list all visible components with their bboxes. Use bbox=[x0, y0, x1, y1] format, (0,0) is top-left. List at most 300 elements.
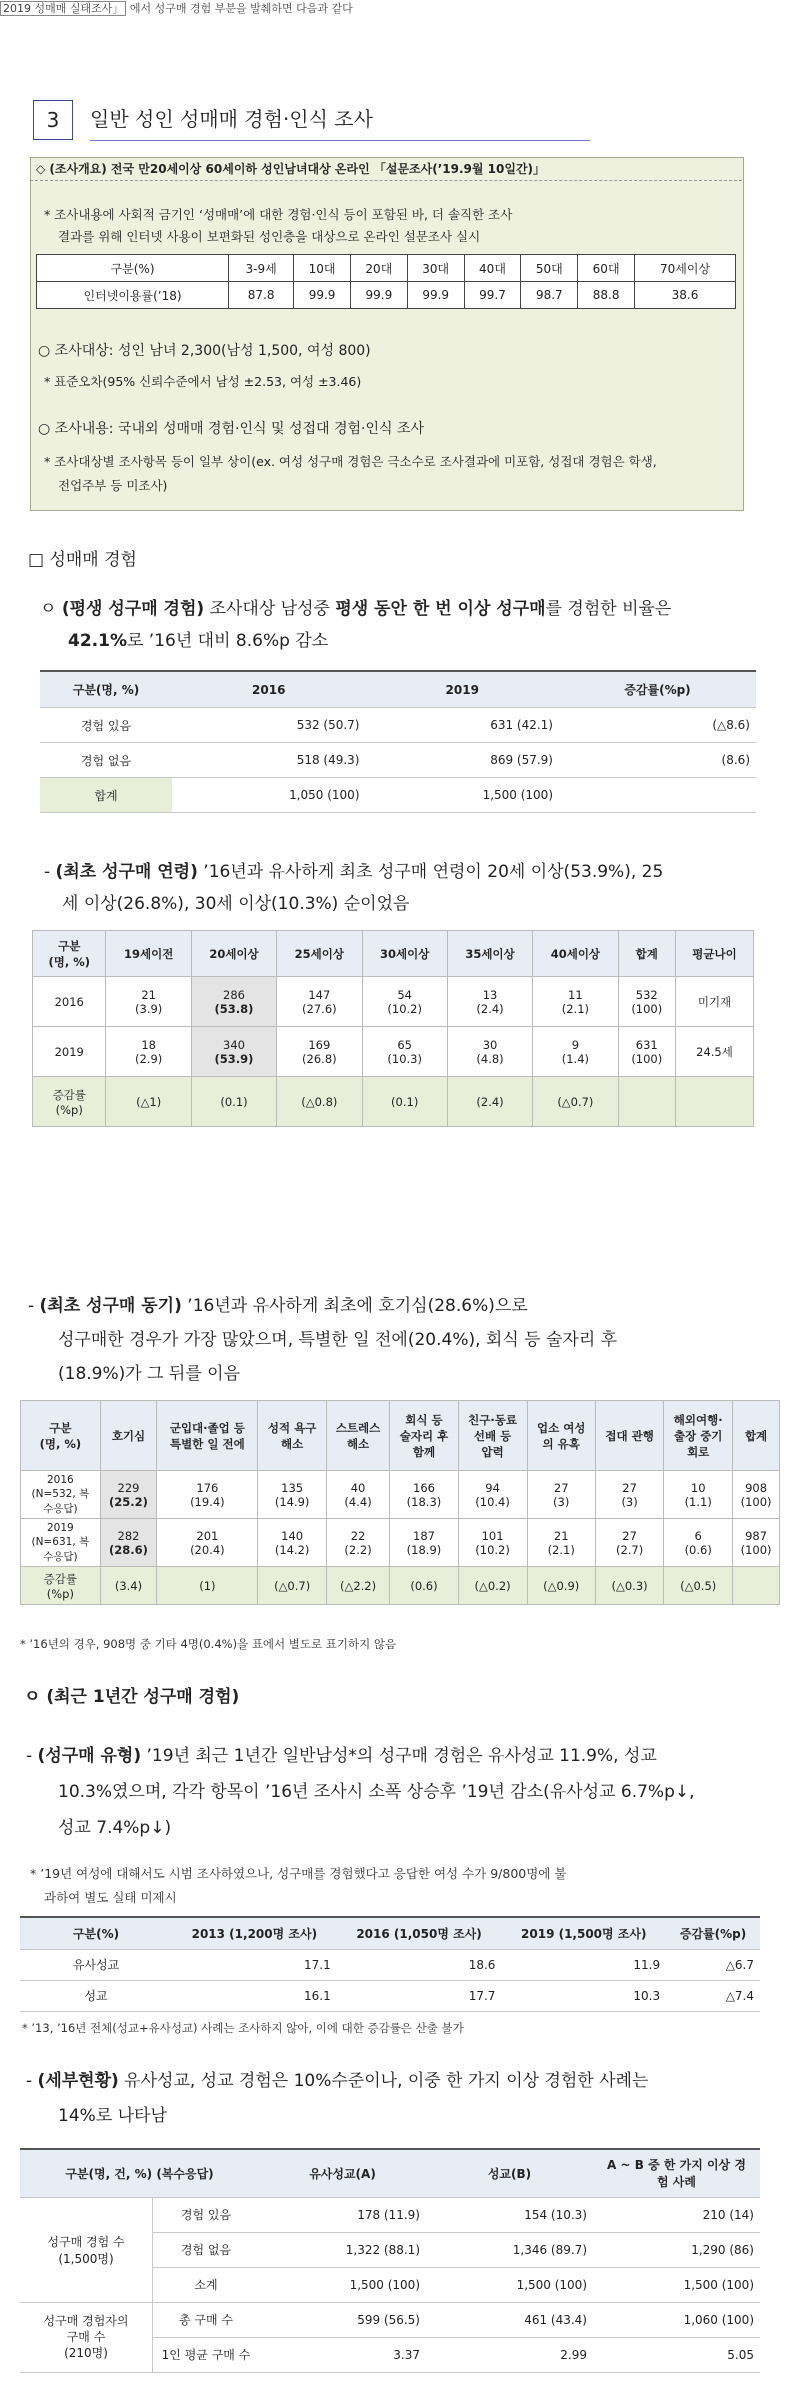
cell: 접대 관행 bbox=[595, 1401, 663, 1471]
value: (10.2) bbox=[387, 1001, 422, 1016]
cell: (△0.5) bbox=[664, 1567, 733, 1605]
cell: (△0.7) bbox=[533, 1077, 618, 1127]
text: ’16년과 유사하게 최초 성구매 연령이 20세 이상(53.9%), 25 bbox=[197, 862, 664, 882]
cell: (8.6) bbox=[559, 743, 756, 778]
bullet: ㅇ bbox=[40, 599, 62, 619]
cell: (△0.8) bbox=[277, 1077, 362, 1127]
value: (10.3) bbox=[387, 1051, 422, 1066]
value: 201 bbox=[196, 1528, 219, 1543]
value: (2.2) bbox=[344, 1542, 372, 1557]
cell: (△1) bbox=[106, 1077, 191, 1127]
table-row bbox=[20, 1980, 760, 2011]
cell: 3.37 bbox=[259, 2337, 426, 2372]
cell: 합계 bbox=[618, 931, 675, 977]
types-paragraph-2: 10.3%였으며, 각각 항목이 ’16년 조사시 소폭 상승후 ’19년 감소(유사성교 6.7%p↓, bbox=[58, 1782, 695, 1802]
cell bbox=[362, 977, 447, 1027]
table-row-2019 bbox=[21, 1519, 780, 1567]
motive-note: * ’16년의 경우, 908명 중 기타 4명(0.4%)을 표에서 별도로 표기하지 않음 bbox=[20, 1637, 397, 1651]
cell: (0.6) bbox=[390, 1567, 458, 1605]
survey-note-b: 전업주부 등 미조사) bbox=[58, 478, 168, 493]
value: (0.6) bbox=[684, 1542, 712, 1557]
cell: (△0.3) bbox=[595, 1567, 663, 1605]
firstage-label: (최초 성구매 연령) bbox=[55, 862, 198, 882]
cell: 2.99 bbox=[426, 2337, 593, 2372]
cell: 461 (43.4) bbox=[426, 2302, 593, 2337]
cell: 178 (11.9) bbox=[259, 2197, 426, 2232]
value: (3.9) bbox=[135, 1001, 163, 1016]
value: (100) bbox=[740, 1494, 772, 1509]
value: 135 bbox=[281, 1480, 304, 1495]
firstage-paragraph-1 bbox=[44, 856, 663, 888]
survey-content: ○ 조사내용: 국내외 성매매 경험·인식 및 성접대 경험·인식 조사 bbox=[38, 421, 425, 437]
value: (2.4) bbox=[476, 1001, 504, 1016]
cell bbox=[447, 1027, 532, 1077]
bullet: - bbox=[44, 862, 56, 882]
cell: 2016 bbox=[33, 977, 106, 1027]
cell: 2016 (1,050명 조사) bbox=[337, 1917, 502, 1949]
motive-table bbox=[20, 1400, 780, 1605]
standard-error: * 표준오차(95% 신뢰수준에서 남성 ±2.53, 여성 ±3.46) bbox=[44, 374, 362, 389]
cell: 2019 (1,500명 조사) bbox=[501, 1917, 666, 1949]
cell: (△2.2) bbox=[326, 1567, 389, 1605]
value: (19.4) bbox=[190, 1494, 225, 1509]
cell bbox=[527, 1519, 595, 1567]
detail-table bbox=[20, 2148, 760, 2373]
cell bbox=[618, 1027, 675, 1077]
survey-target: ○ 조사대상: 성인 남녀 2,300(남성 1,500, 여성 800) bbox=[38, 343, 371, 359]
cell: 599 (56.5) bbox=[259, 2302, 426, 2337]
cell bbox=[157, 1519, 258, 1567]
table-row-diff bbox=[21, 1567, 780, 1605]
cell bbox=[533, 1027, 618, 1077]
cell: 20세이상 bbox=[191, 931, 276, 977]
section-number: 3 bbox=[33, 100, 73, 140]
cell: 성교 bbox=[20, 1980, 172, 2011]
overview-note-1a: * 조사내용에 사회적 금기인 ‘성매매’에 대한 경험·인식 등이 포함된 바, 더 솔직한 조사 bbox=[44, 207, 513, 222]
cell: 증감률 (%p) bbox=[33, 1077, 106, 1127]
cell: 경험 없음 bbox=[153, 2232, 260, 2267]
cell: 합계 bbox=[40, 778, 172, 813]
value: 229 bbox=[117, 1480, 140, 1495]
value: 9 bbox=[571, 1037, 580, 1052]
value: (18.9) bbox=[406, 1542, 442, 1557]
cell: 미기재 bbox=[676, 977, 754, 1027]
table-header bbox=[20, 2149, 760, 2197]
value: 6 bbox=[694, 1528, 702, 1543]
section-underline bbox=[90, 140, 590, 141]
table-header bbox=[40, 671, 756, 708]
cell bbox=[191, 1027, 276, 1077]
internet-usage-table bbox=[36, 254, 736, 309]
table-row-diff bbox=[33, 1077, 754, 1127]
text: 로 ’16년 대비 8.6%p 감소 bbox=[126, 631, 329, 651]
overview-heading: ◇ (조사개요) 전국 만20세이상 60세이하 성인남녀대상 온라인 「설문조사(’19.9월 10일간)」 bbox=[36, 162, 546, 176]
cell: 210 (14) bbox=[593, 2197, 760, 2232]
table-header bbox=[33, 931, 754, 977]
value: 21 bbox=[553, 1528, 569, 1543]
cell: (1) bbox=[157, 1567, 258, 1605]
types-note-2: * ’13, ’16년 전체(성교+유사성교) 사례는 조사하지 않아, 이에 대한 증감률은 산출 불가 bbox=[22, 2021, 464, 2035]
cell: 30대 bbox=[407, 255, 464, 282]
cell bbox=[533, 977, 618, 1027]
cell: 88.8 bbox=[578, 282, 635, 309]
lifetime-paragraph-1 bbox=[40, 593, 671, 625]
cell: 1,060 (100) bbox=[593, 2302, 760, 2337]
subsection-title: □ 성매매 경험 bbox=[28, 550, 137, 570]
cell: 2013 (1,200명 조사) bbox=[172, 1917, 337, 1949]
cell bbox=[277, 977, 362, 1027]
survey-note-a: * 조사대상별 조사항목 등이 일부 상이(ex. 여성 성구매 경험은 극소수로 조사결과에 미포함, 성접대 경험은 학생, bbox=[44, 454, 657, 469]
cell: △7.4 bbox=[666, 1980, 760, 2011]
firstage-paragraph-2: 세 이상(26.8%), 30세 이상(10.3%) 순이었음 bbox=[62, 894, 410, 914]
overview-note-1b: 결과를 위해 인터넷 사용이 보편화된 성인층을 대상으로 온라인 설문조사 실시 bbox=[58, 229, 481, 244]
types-paragraph-3: 성교 7.4%p↓) bbox=[58, 1818, 172, 1838]
table-row-2016 bbox=[21, 1471, 780, 1519]
cell: 17.7 bbox=[337, 1980, 502, 2011]
cell: 5.05 bbox=[593, 2337, 760, 2372]
cell: 구분(%) bbox=[37, 255, 229, 282]
cell: 1,346 (89.7) bbox=[426, 2232, 593, 2267]
value: (26.8) bbox=[302, 1051, 337, 1066]
value: (14.9) bbox=[274, 1494, 310, 1509]
cell bbox=[595, 1471, 663, 1519]
cell: 스트레스 해소 bbox=[326, 1401, 389, 1471]
lifetime-paragraph-2 bbox=[68, 625, 328, 657]
table-row bbox=[20, 1949, 760, 1980]
cell: 1,322 (88.1) bbox=[259, 2232, 426, 2267]
firstage-table bbox=[32, 930, 754, 1127]
cell: 11.9 bbox=[501, 1949, 666, 1980]
value: 286 bbox=[223, 987, 245, 1002]
value: (2.9) bbox=[135, 1051, 163, 1066]
cell: 해외여행· 출장 중기 회로 bbox=[664, 1401, 733, 1471]
cell: 총 구매 수 bbox=[153, 2302, 260, 2337]
cell: 25세이상 bbox=[277, 931, 362, 977]
cell bbox=[527, 1471, 595, 1519]
cell: 16.1 bbox=[172, 1980, 337, 2011]
cell: 98.7 bbox=[521, 282, 578, 309]
table-row-2019 bbox=[33, 1027, 754, 1077]
cell: 99.9 bbox=[294, 282, 351, 309]
value: (2.1) bbox=[561, 1001, 589, 1016]
cell: 869 (57.9) bbox=[366, 743, 560, 778]
value: (100) bbox=[631, 1001, 663, 1016]
cell: 631 (42.1) bbox=[366, 708, 560, 743]
types-note-1b: 과하여 별도 실태 미제시 bbox=[44, 1890, 177, 1905]
value: (18.3) bbox=[406, 1494, 442, 1509]
detail-paragraph-1 bbox=[26, 2065, 648, 2097]
value: 13 bbox=[482, 987, 498, 1002]
cell: 구분(명, 건, %) (복수응답) bbox=[20, 2149, 259, 2197]
value: 54 bbox=[397, 987, 412, 1002]
cell bbox=[458, 1471, 527, 1519]
overview-divider bbox=[30, 180, 742, 181]
value: 40 bbox=[350, 1480, 366, 1495]
types-paragraph-1 bbox=[26, 1740, 657, 1772]
cell: 호기심 bbox=[100, 1401, 157, 1471]
cell bbox=[733, 1471, 780, 1519]
value: (1.4) bbox=[561, 1051, 589, 1066]
cell bbox=[664, 1519, 733, 1567]
cell: 증감률 (%p) bbox=[21, 1567, 101, 1605]
cell: 1인 평균 구매 수 bbox=[153, 2337, 260, 2372]
value: 340 bbox=[223, 1037, 245, 1052]
cell: 70세이상 bbox=[635, 255, 736, 282]
motive-paragraph-3: (18.9%)가 그 뒤를 이음 bbox=[58, 1364, 241, 1384]
value: (100) bbox=[740, 1542, 772, 1557]
cell: 1,290 (86) bbox=[593, 2232, 760, 2267]
cell: 35세이상 bbox=[447, 931, 532, 977]
cell: 회식 등 술자리 후 함께 bbox=[390, 1401, 458, 1471]
detail-paragraph-2: 14%로 나타남 bbox=[58, 2106, 167, 2126]
cell bbox=[258, 1519, 326, 1567]
bullet: - bbox=[26, 2071, 38, 2091]
motive-paragraph-2: 성구매한 경우가 가장 많았으며, 특별한 일 전에(20.4%), 회식 등 술자리 후 bbox=[58, 1330, 618, 1350]
cell bbox=[559, 778, 756, 813]
cell: 518 (49.3) bbox=[172, 743, 366, 778]
cell bbox=[458, 1519, 527, 1567]
value: 27 bbox=[622, 1528, 637, 1543]
cell: (△0.9) bbox=[527, 1567, 595, 1605]
value: 94 bbox=[485, 1480, 500, 1495]
value: 187 bbox=[413, 1528, 435, 1543]
cell: 증감률(%p) bbox=[559, 671, 756, 708]
internet-usage-row bbox=[37, 282, 736, 309]
cell: 경험 없음 bbox=[40, 743, 172, 778]
value: 11 bbox=[568, 987, 583, 1002]
cell: (0.1) bbox=[362, 1077, 447, 1127]
cell: 20대 bbox=[350, 255, 407, 282]
cell bbox=[733, 1519, 780, 1567]
value: (10.4) bbox=[475, 1494, 510, 1509]
value: 140 bbox=[281, 1528, 304, 1543]
value: (25.2) bbox=[109, 1494, 148, 1509]
cell: 성구매 경험자의 구매 수 (210명) bbox=[20, 2302, 153, 2372]
value: 27 bbox=[553, 1480, 569, 1495]
table-row bbox=[20, 2197, 760, 2232]
cell: 38.6 bbox=[635, 282, 736, 309]
cell: 17.1 bbox=[172, 1949, 337, 1980]
cell: (△0.7) bbox=[258, 1567, 326, 1605]
source-title: 2019 성매매 실태조사」 bbox=[0, 1, 126, 16]
cell bbox=[390, 1519, 458, 1567]
value: (53.9) bbox=[214, 1051, 254, 1066]
cell: 업소 여성 의 유혹 bbox=[527, 1401, 595, 1471]
value: (27.6) bbox=[302, 1001, 337, 1016]
cell bbox=[362, 1027, 447, 1077]
value: (53.8) bbox=[214, 1001, 254, 1016]
value: 21 bbox=[141, 987, 156, 1002]
cell bbox=[618, 1077, 675, 1127]
value: 908 bbox=[745, 1480, 768, 1495]
cell: 19세이전 bbox=[106, 931, 191, 977]
types-note-1a: * ’19년 여성에 대해서도 시범 조사하였으나, 성구매를 경험했다고 응답한 여성 수가 9/800명에 불 bbox=[30, 1866, 567, 1881]
lifetime-table bbox=[40, 670, 756, 813]
cell: A ~ B 중 한 가지 이상 경 험 사례 bbox=[593, 2149, 760, 2197]
cell: 2016 bbox=[172, 671, 366, 708]
cell: 3-9세 bbox=[229, 255, 294, 282]
cell: 구분(명, %) bbox=[40, 671, 172, 708]
value: (3) bbox=[621, 1494, 638, 1509]
value: (100) bbox=[631, 1051, 663, 1066]
internet-usage-header bbox=[37, 255, 736, 282]
cell bbox=[191, 977, 276, 1027]
table-row bbox=[40, 743, 756, 778]
cell: (3.4) bbox=[100, 1567, 157, 1605]
value: 27 bbox=[622, 1480, 637, 1495]
cell bbox=[664, 1471, 733, 1519]
text: 유사성교, 성교 경험은 10%수준이나, 이중 한 가지 이상 경험한 사례는 bbox=[118, 2071, 649, 2091]
value: (20.4) bbox=[190, 1542, 225, 1557]
cell bbox=[277, 1027, 362, 1077]
value: (4.8) bbox=[476, 1051, 504, 1066]
value: (2.1) bbox=[547, 1542, 575, 1557]
cell: 99.9 bbox=[407, 282, 464, 309]
text: ’16년과 유사하게 최초에 호기심(28.6%)으로 bbox=[181, 1296, 528, 1316]
cell: 24.5세 bbox=[676, 1027, 754, 1077]
cell: 60대 bbox=[578, 255, 635, 282]
cell bbox=[390, 1471, 458, 1519]
value: 18 bbox=[141, 1037, 156, 1052]
value: (2.7) bbox=[615, 1542, 644, 1557]
text: ’19년 최근 1년간 일반남성*의 성구매 경험은 유사성교 11.9%, 성교 bbox=[141, 1746, 657, 1766]
table-row bbox=[40, 708, 756, 743]
cell: (△0.2) bbox=[458, 1567, 527, 1605]
cell: 1,500 (100) bbox=[366, 778, 560, 813]
types-table bbox=[20, 1916, 760, 2012]
cell: 10대 bbox=[294, 255, 351, 282]
cell: 154 (10.3) bbox=[426, 2197, 593, 2232]
cell: 1,050 (100) bbox=[172, 778, 366, 813]
text: 를 경험한 비율은 bbox=[545, 599, 672, 619]
value: 631 bbox=[635, 1037, 658, 1052]
value: (14.2) bbox=[274, 1542, 310, 1557]
text: 조사대상 남성중 bbox=[204, 599, 336, 619]
cell: 구분(%) bbox=[20, 1917, 172, 1949]
cell: 2019 (N=631, 복 수응답) bbox=[21, 1519, 101, 1567]
types-label: (성구매 유형) bbox=[37, 1746, 142, 1766]
cell: 1,500 (100) bbox=[259, 2267, 426, 2302]
cell: △6.7 bbox=[666, 1949, 760, 1980]
cell: 99.9 bbox=[350, 282, 407, 309]
cell: (0.1) bbox=[191, 1077, 276, 1127]
cell: (2.4) bbox=[447, 1077, 532, 1127]
cell: 경험 있음 bbox=[40, 708, 172, 743]
cell: 구분 (명, %) bbox=[21, 1401, 101, 1471]
lifetime-rate: 42.1% bbox=[68, 631, 127, 651]
cell bbox=[106, 977, 191, 1027]
cell: 50대 bbox=[521, 255, 578, 282]
value: (3) bbox=[553, 1494, 570, 1509]
cell bbox=[157, 1471, 258, 1519]
cell: 유사성교(A) bbox=[259, 2149, 426, 2197]
cell: 87.8 bbox=[229, 282, 294, 309]
cell: 99.7 bbox=[464, 282, 521, 309]
cell: 평균나이 bbox=[676, 931, 754, 977]
text-bold: 평생 동안 한 번 이상 성구매 bbox=[335, 599, 546, 619]
cell: 40세이상 bbox=[533, 931, 618, 977]
table-row-total bbox=[40, 778, 756, 813]
value: (4.4) bbox=[344, 1494, 372, 1509]
value: (28.6) bbox=[109, 1542, 148, 1557]
lifetime-label: (평생 성구매 경험) bbox=[61, 599, 205, 619]
value: 30 bbox=[482, 1037, 498, 1052]
table-row bbox=[20, 2302, 760, 2337]
value: 147 bbox=[308, 987, 331, 1002]
detail-label: (세부현황) bbox=[37, 2071, 119, 2091]
value: (1.1) bbox=[684, 1494, 712, 1509]
cell bbox=[676, 1077, 754, 1127]
cell: 2019 bbox=[366, 671, 560, 708]
value: 166 bbox=[413, 1480, 435, 1495]
value: 282 bbox=[117, 1528, 140, 1543]
cell bbox=[733, 1567, 780, 1605]
table-header bbox=[20, 1917, 760, 1949]
cell: 18.6 bbox=[337, 1949, 502, 1980]
value: 532 bbox=[635, 987, 658, 1002]
cell: 1,500 (100) bbox=[426, 2267, 593, 2302]
bullet: - bbox=[26, 1746, 38, 1766]
source-desc: 에서 성구매 경험 부분을 발췌하면 다음과 같다 bbox=[129, 2, 353, 15]
cell bbox=[326, 1471, 389, 1519]
table-header bbox=[21, 1401, 780, 1471]
section-title: 일반 성인 성매매 경험·인식 조사 bbox=[90, 107, 373, 131]
cell: 성구매 경험 수 (1,500명) bbox=[20, 2197, 153, 2302]
value: 169 bbox=[308, 1037, 331, 1052]
table-row-2016 bbox=[33, 977, 754, 1027]
cell bbox=[258, 1471, 326, 1519]
cell: 2016 (N=532, 복 수응답) bbox=[21, 1471, 101, 1519]
cell bbox=[326, 1519, 389, 1567]
bullet: - bbox=[28, 1296, 40, 1316]
motive-paragraph-1 bbox=[28, 1290, 528, 1322]
cell bbox=[595, 1519, 663, 1567]
cell: 인터넷이용률(’18) bbox=[37, 282, 229, 309]
cell: 532 (50.7) bbox=[172, 708, 366, 743]
cell: 40대 bbox=[464, 255, 521, 282]
value: 65 bbox=[397, 1037, 412, 1052]
value: 101 bbox=[481, 1528, 504, 1543]
cell: 30세이상 bbox=[362, 931, 447, 977]
cell bbox=[100, 1471, 157, 1519]
cell: 1,500 (100) bbox=[593, 2267, 760, 2302]
cell: 증감률(%p) bbox=[666, 1917, 760, 1949]
value: 987 bbox=[745, 1528, 768, 1543]
cell: 친구·동료 선배 등 압력 bbox=[458, 1401, 527, 1471]
cell bbox=[106, 1027, 191, 1077]
cell: (△8.6) bbox=[559, 708, 756, 743]
source-caption bbox=[0, 0, 353, 16]
cell: 군입대·졸업 등 특별한 일 전에 bbox=[157, 1401, 258, 1471]
cell: 합계 bbox=[733, 1401, 780, 1471]
recent-title: ㅇ (최근 1년간 성구매 경험) bbox=[24, 1687, 240, 1707]
cell bbox=[100, 1519, 157, 1567]
cell bbox=[447, 977, 532, 1027]
cell: 소계 bbox=[153, 2267, 260, 2302]
value: 10 bbox=[690, 1480, 706, 1495]
cell: 성적 욕구 해소 bbox=[258, 1401, 326, 1471]
cell bbox=[618, 977, 675, 1027]
value: (10.2) bbox=[475, 1542, 510, 1557]
cell: 경험 있음 bbox=[153, 2197, 260, 2232]
cell: 2019 bbox=[33, 1027, 106, 1077]
cell: 성교(B) bbox=[426, 2149, 593, 2197]
cell: 유사성교 bbox=[20, 1949, 172, 1980]
cell: 10.3 bbox=[501, 1980, 666, 2011]
value: 22 bbox=[350, 1528, 366, 1543]
motive-label: (최초 성구매 동기) bbox=[39, 1296, 182, 1316]
cell: 구분 (명, %) bbox=[33, 931, 106, 977]
